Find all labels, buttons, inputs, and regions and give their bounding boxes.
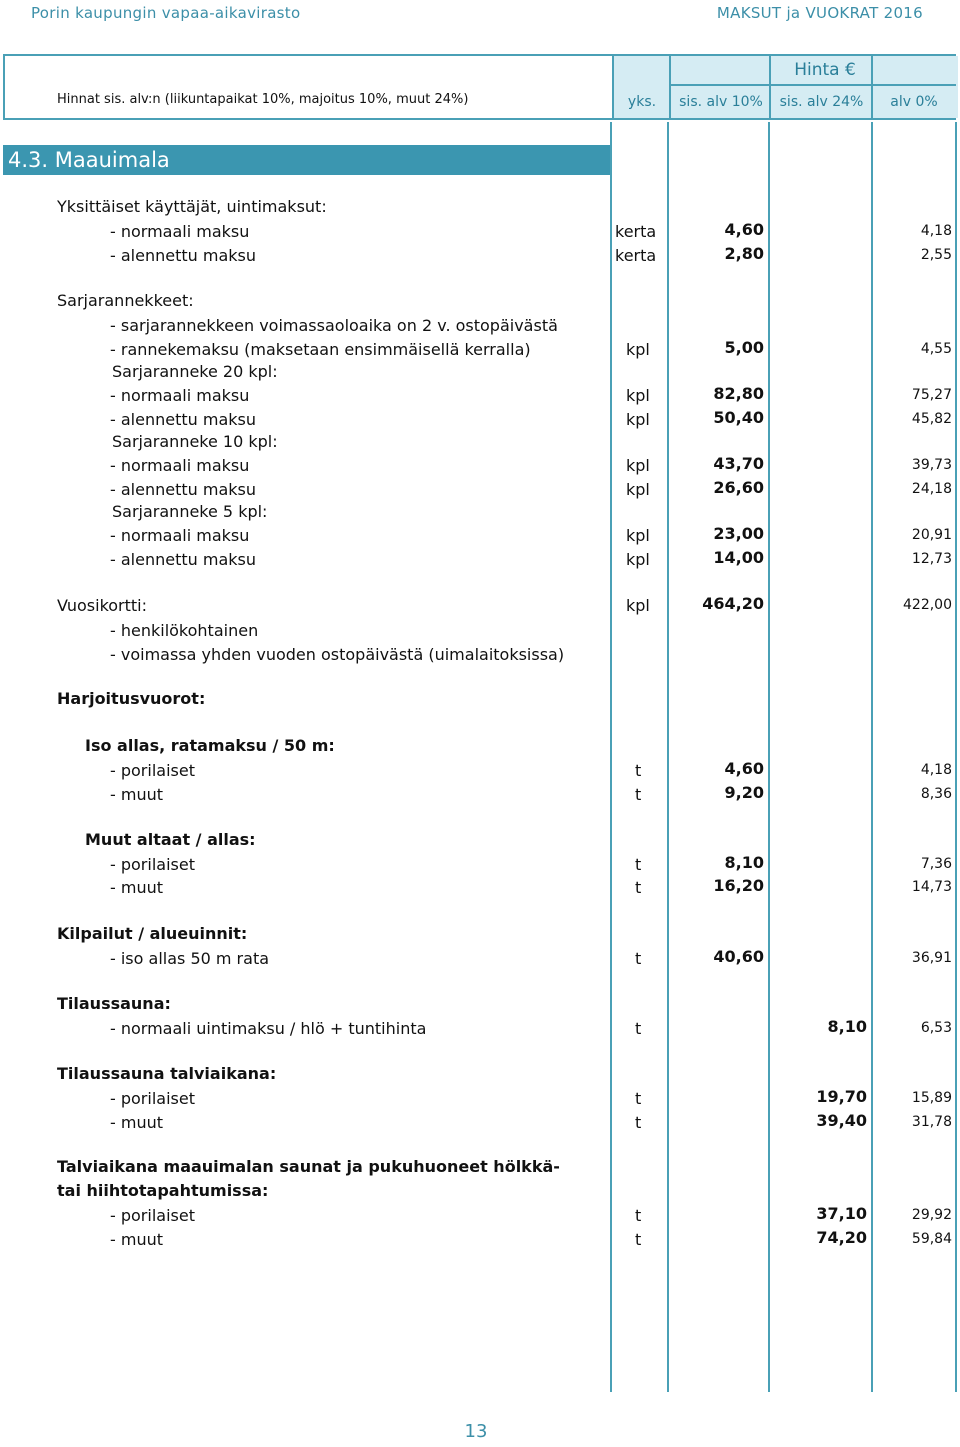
price-alv10: 23,00 bbox=[713, 524, 764, 543]
row-label: - porilaiset bbox=[110, 761, 195, 780]
table-header bbox=[3, 54, 956, 120]
row-unit: t bbox=[635, 1206, 642, 1225]
price-alv10: 4,60 bbox=[724, 220, 764, 239]
alv0-column-heading: alv 0% bbox=[890, 94, 938, 110]
price-alv0: 29,92 bbox=[911, 1207, 952, 1223]
row-label: Sarjaranneke 5 kpl: bbox=[112, 502, 268, 521]
row-label: - alennettu maksu bbox=[110, 480, 256, 499]
row-unit: t bbox=[635, 878, 642, 897]
row-unit: kerta bbox=[615, 246, 657, 265]
column-divider bbox=[955, 122, 957, 1392]
price-alv10: 8,10 bbox=[724, 853, 764, 872]
price-alv0: 75,27 bbox=[911, 387, 952, 403]
header-organization: Porin kaupungin vapaa-aikavirasto bbox=[31, 4, 301, 22]
row-label: - normaali maksu bbox=[110, 456, 250, 475]
price-alv0: 15,89 bbox=[911, 1090, 952, 1106]
row-label: - muut bbox=[110, 878, 163, 897]
row-label: - normaali maksu bbox=[110, 222, 250, 241]
unit-column-heading: yks. bbox=[627, 94, 657, 110]
row-label: - alennettu maksu bbox=[110, 246, 256, 265]
row-label: - sarjarannekkeen voimassaoloaika on 2 v. ostopäivästä bbox=[110, 316, 558, 335]
price-alv10: 82,80 bbox=[713, 384, 764, 403]
row-label: Vuosikortti: bbox=[57, 596, 148, 615]
row-label: - alennettu maksu bbox=[110, 550, 256, 569]
price-alv0: 12,73 bbox=[911, 551, 952, 567]
alv10-column-heading: sis. alv 10% bbox=[679, 94, 763, 110]
row-label: Harjoitusvuorot: bbox=[57, 689, 206, 708]
row-unit: kpl bbox=[626, 456, 650, 475]
row-unit: kpl bbox=[626, 386, 650, 405]
price-alv10: 16,20 bbox=[713, 876, 764, 895]
row-label: - porilaiset bbox=[110, 855, 195, 874]
price-alv0: 2,55 bbox=[920, 247, 952, 263]
price-alv0: 4,18 bbox=[920, 223, 952, 239]
price-alv10: 9,20 bbox=[724, 783, 764, 802]
row-unit: t bbox=[635, 855, 642, 874]
row-label: - normaali uintimaksu / hlö + tuntihinta bbox=[110, 1019, 427, 1038]
header-divider bbox=[669, 84, 956, 86]
row-unit: t bbox=[635, 785, 642, 804]
row-unit: t bbox=[635, 1019, 642, 1038]
row-label: - henkilökohtainen bbox=[110, 621, 259, 640]
row-label: - muut bbox=[110, 1230, 163, 1249]
row-label: Talviaikana maauimalan saunat ja pukuhuoneet hölkkä- bbox=[57, 1157, 560, 1176]
section-title: 4.3. Maauimala bbox=[3, 145, 610, 175]
price-alv10: 2,80 bbox=[724, 244, 764, 263]
price-alv0: 4,55 bbox=[920, 341, 952, 357]
row-label: - normaali maksu bbox=[110, 386, 250, 405]
price-alv0: 36,91 bbox=[911, 950, 952, 966]
row-unit: t bbox=[635, 1113, 642, 1132]
row-label: - muut bbox=[110, 785, 163, 804]
row-label: - rannekemaksu (maksetaan ensimmäisellä kerralla) bbox=[110, 340, 531, 359]
row-label: Tilaussauna talviaikana: bbox=[57, 1064, 277, 1083]
price-alv24: 74,20 bbox=[816, 1228, 867, 1247]
header-document-title: MAKSUT ja VUOKRAT 2016 bbox=[716, 4, 923, 22]
price-alv10: 40,60 bbox=[713, 947, 764, 966]
row-label: Muut altaat / allas: bbox=[85, 830, 256, 849]
row-label: - alennettu maksu bbox=[110, 410, 256, 429]
price-alv10: 43,70 bbox=[713, 454, 764, 473]
alv24-column-heading: sis. alv 24% bbox=[779, 94, 864, 110]
row-label: - voimassa yhden vuoden ostopäivästä (uimalaitoksissa) bbox=[110, 645, 565, 664]
row-unit: t bbox=[635, 1089, 642, 1108]
price-alv10: 464,20 bbox=[702, 594, 764, 613]
column-divider bbox=[610, 122, 612, 1392]
price-heading: Hinta € bbox=[794, 60, 856, 80]
price-alv24: 19,70 bbox=[816, 1087, 867, 1106]
row-label: - porilaiset bbox=[110, 1206, 195, 1225]
price-alv10: 26,60 bbox=[713, 478, 764, 497]
row-unit: t bbox=[635, 949, 642, 968]
row-unit: t bbox=[635, 1230, 642, 1249]
row-unit: kpl bbox=[626, 410, 650, 429]
row-label: Tilaussauna: bbox=[57, 994, 171, 1013]
row-label: Kilpailut / alueuinnit: bbox=[57, 924, 248, 943]
row-label: - muut bbox=[110, 1113, 163, 1132]
price-alv0: 45,82 bbox=[911, 411, 952, 427]
row-unit: kpl bbox=[626, 596, 650, 615]
column-divider bbox=[667, 122, 669, 1392]
price-alv10: 14,00 bbox=[713, 548, 764, 567]
page-number: 13 bbox=[464, 1421, 488, 1442]
row-unit: kpl bbox=[626, 340, 650, 359]
price-alv0: 7,36 bbox=[920, 856, 952, 872]
price-alv24: 37,10 bbox=[816, 1204, 867, 1223]
price-alv10: 50,40 bbox=[713, 408, 764, 427]
price-alv0: 8,36 bbox=[920, 786, 952, 802]
price-alv24: 39,40 bbox=[816, 1111, 867, 1130]
price-alv0: 24,18 bbox=[911, 481, 952, 497]
row-unit: kpl bbox=[626, 526, 650, 545]
row-unit: kpl bbox=[626, 550, 650, 569]
row-unit: kerta bbox=[615, 222, 657, 241]
row-label: Sarjarannekkeet: bbox=[57, 291, 194, 310]
column-divider bbox=[768, 122, 770, 1392]
price-alv0: 31,78 bbox=[911, 1114, 952, 1130]
row-label: - iso allas 50 m rata bbox=[110, 949, 270, 968]
price-alv0: 4,18 bbox=[920, 762, 952, 778]
price-alv24: 8,10 bbox=[827, 1017, 867, 1036]
row-label: Iso allas, ratamaksu / 50 m: bbox=[85, 736, 335, 755]
row-label: - normaali maksu bbox=[110, 526, 250, 545]
column-divider bbox=[871, 122, 873, 1392]
price-alv10: 5,00 bbox=[724, 338, 764, 357]
price-alv10: 4,60 bbox=[724, 759, 764, 778]
vat-note: Hinnat sis. alv:n (liikuntapaikat 10%, majoitus 10%, muut 24%) bbox=[57, 92, 469, 107]
row-unit: t bbox=[635, 761, 642, 780]
price-alv0: 20,91 bbox=[911, 527, 952, 543]
row-label: tai hiihtotapahtumissa: bbox=[57, 1181, 269, 1200]
row-label: Yksittäiset käyttäjät, uintimaksut: bbox=[57, 197, 327, 216]
row-unit: kpl bbox=[626, 480, 650, 499]
row-label: - porilaiset bbox=[110, 1089, 195, 1108]
row-label: Sarjaranneke 20 kpl: bbox=[112, 362, 278, 381]
price-alv0: 422,00 bbox=[903, 597, 952, 613]
price-alv0: 59,84 bbox=[911, 1231, 952, 1247]
price-alv0: 6,53 bbox=[920, 1020, 952, 1036]
price-alv0: 39,73 bbox=[911, 457, 952, 473]
row-label: Sarjaranneke 10 kpl: bbox=[112, 432, 278, 451]
price-alv0: 14,73 bbox=[911, 879, 952, 895]
